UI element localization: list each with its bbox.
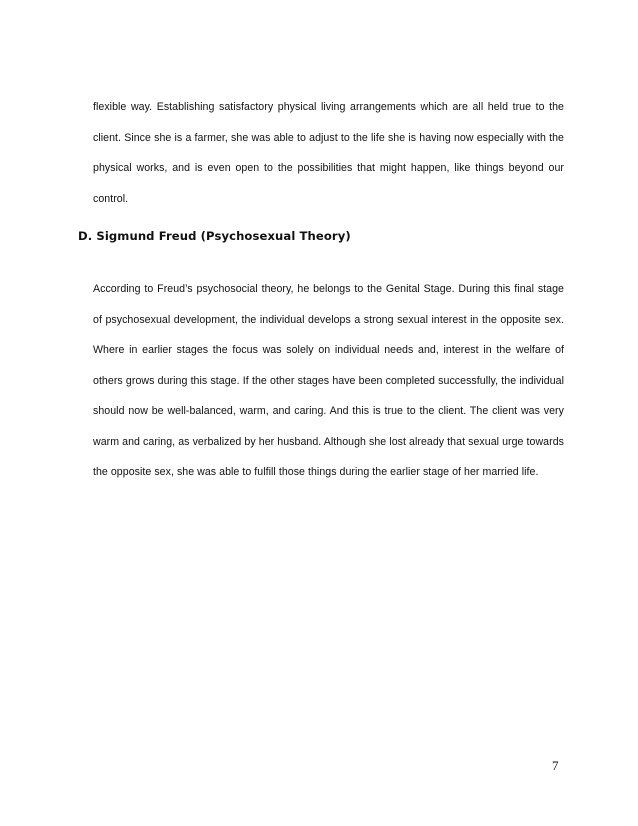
paragraph-erikson-continuation: flexible way. Establishing satisfactory physical living arrangements which are all held true to the client. Since she is a farmer, she was able to adjust to the life she is having now especially with the physical works, and is even open to the possibilities that might happen, like things beyond our control. [93, 101, 564, 205]
paragraph-freud-psychosexual: According to Freud’s psychosocial theory, he belongs to the Genital Stage. During this final stage of psychosexual development, the individual develops a strong sexual interest in the opposite sex. Where in earlier stages the focus was solely on individual needs and, interest in the welfare of others grows during this stage. If the other stages have been completed successfully, the individual should now be well-balanced, warm, and caring. And this is true to the client. The client was very warm and caring, as verbalized by her husband. Although she lost already that sexual urge towards the opposite sex, she was able to fulfill those things during the earlier stage of her married life. [93, 283, 564, 478]
page-number: 7 [552, 758, 559, 773]
section-heading-freud: D. Sigmund Freud (Psychosexual Theory) [78, 229, 351, 243]
